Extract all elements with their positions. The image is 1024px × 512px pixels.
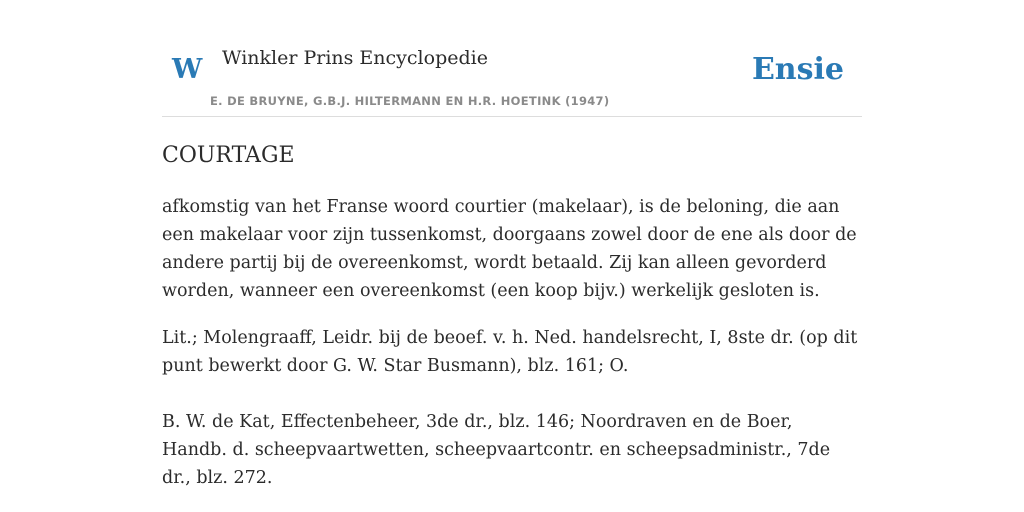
page: [162, 0, 862, 492]
article-paragraph-2: Lit.; Molengraaff, Leidr. bij de beoef. v. h. Ned. handelsrecht, I, 8ste dr. (op dit punt bewerkt door G. W. Star Busmann), blz. 161; O.: [162, 328, 858, 376]
authors-line: E. DE BRUYNE, G.B.J. HILTERMANN EN H.R. HOETINK (1947): [210, 94, 610, 108]
article-title: COURTAGE: [162, 143, 295, 168]
header: [162, 0, 862, 117]
article-paragraph-1: afkomstig van het Franse woord courtier (makelaar), is de beloning, die aan een makelaar voor zijn tussenkomst, doorgaans zowel door de ene als door de andere partij bij de overeenkomst, wordt betaald. Zij kan alleen gevorderd worden, wanneer een overeenkomst (een koop bijv.) werkelijk gesloten is.: [162, 197, 857, 301]
ensie-logo[interactable]: Ensie: [751, 52, 844, 87]
winkler-prins-logo[interactable]: W: [172, 54, 203, 85]
article-paragraph-3: B. W. de Kat, Effectenbeheer, 3de dr., blz. 146; Noordraven en de Boer, Handb. d. scheepvaartwetten, scheepvaartcontr. en scheepsadministr., 7de dr., blz. 272.: [162, 412, 831, 488]
site-title[interactable]: Winkler Prins Encyclopedie: [222, 47, 488, 69]
